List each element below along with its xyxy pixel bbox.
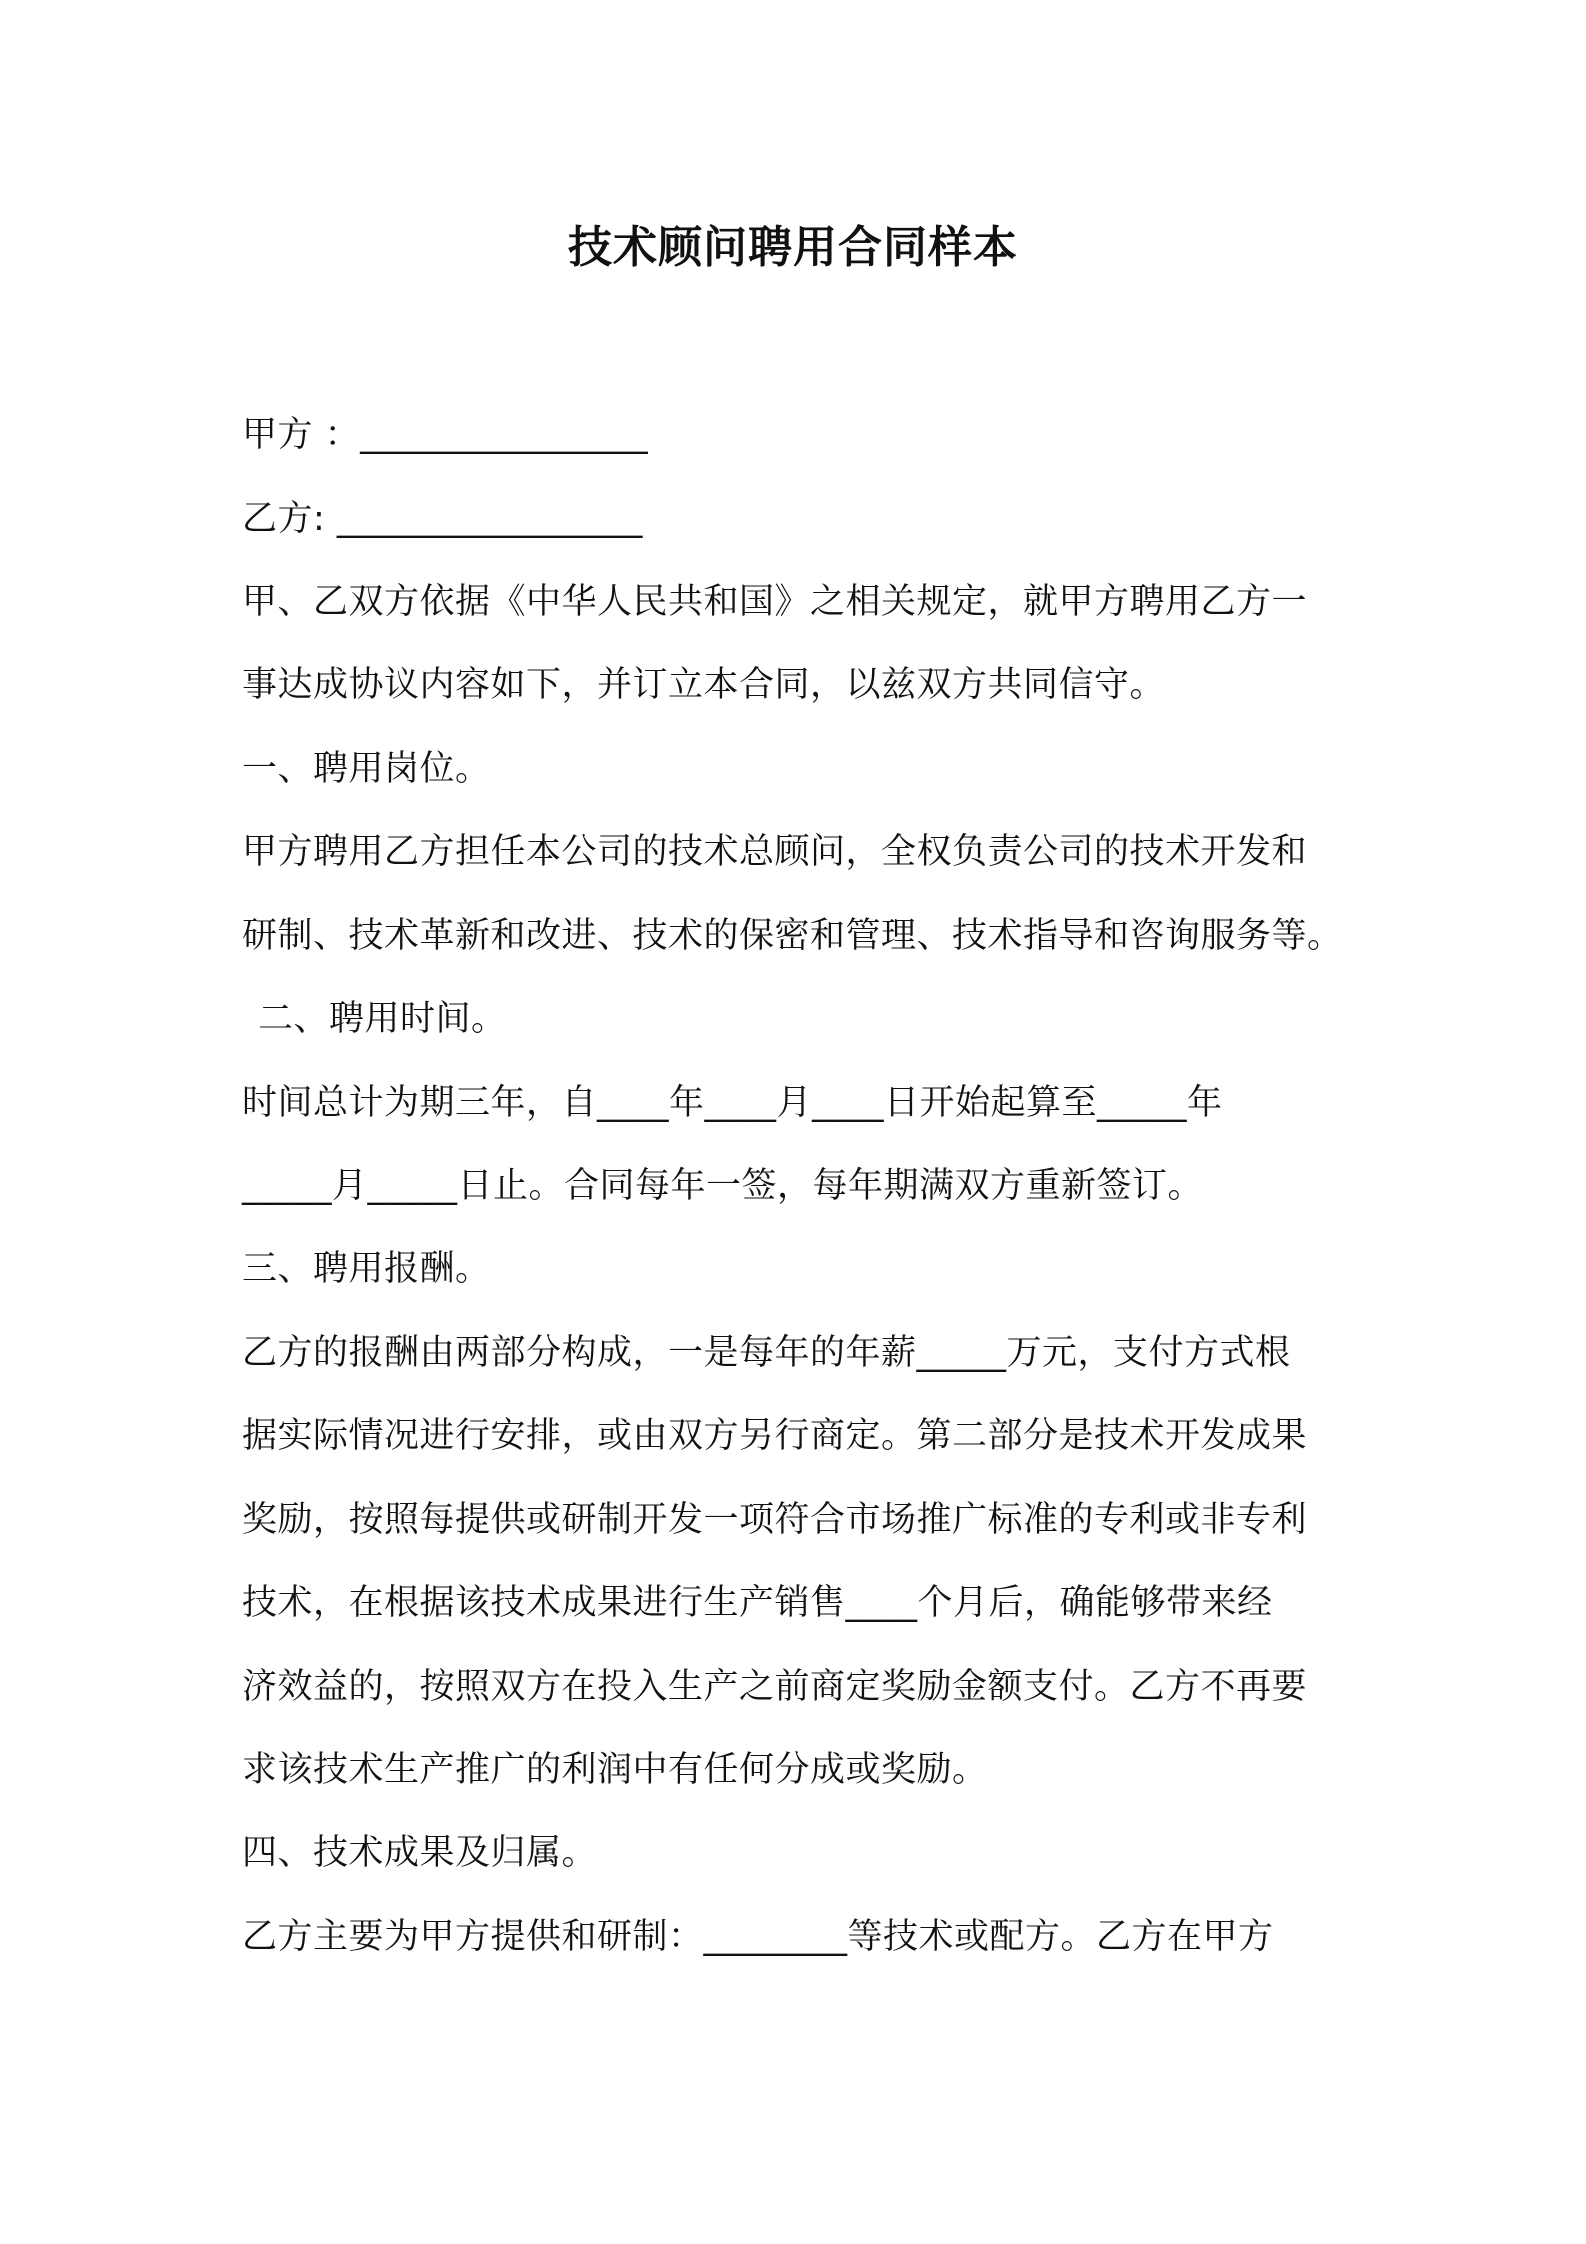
document-title: 技术顾问聘用合同样本 <box>568 222 1018 273</box>
party-a-line: 甲方 ：________________ <box>242 415 649 455</box>
section-3-line-5: 济效益的，按照双方在投入生产之前商定奖励金额支付。乙方不再要 <box>242 1667 1308 1707</box>
preamble-line-2: 事达成协议内容如下，并订立本合同，以兹双方共同信守。 <box>242 665 1166 705</box>
section-3-heading: 三、聘用报酬。 <box>242 1249 491 1289</box>
section-3-line-4: 技术，在根据该技术成果进行生产销售____个月后，确能够带来经 <box>242 1583 1273 1623</box>
preamble-line-1: 甲、乙双方依据《中华人民共和国》之相关规定，就甲方聘用乙方一 <box>242 582 1308 622</box>
section-3-line-6: 求该技术生产推广的利润中有任何分成或奖励。 <box>242 1750 988 1790</box>
section-1-line-2: 研制、技术革新和改进、技术的保密和管理、技术指导和咨询服务等。 <box>242 916 1343 956</box>
section-3-line-2: 据实际情况进行安排，或由双方另行商定。第二部分是技术开发成果 <box>242 1416 1308 1456</box>
section-3-line-3: 奖励，按照每提供或研制开发一项符合市场推广标准的专利或非专利 <box>242 1500 1308 1540</box>
section-2-heading: 二、聘用时间。 <box>258 999 507 1039</box>
section-2-line-2: _____月_____日止。合同每年一签，每年期满双方重新签订。 <box>242 1166 1204 1206</box>
section-4-line-1: 乙方主要为甲方提供和研制：________等技术或配方。乙方在甲方 <box>242 1917 1274 1957</box>
section-4-heading: 四、技术成果及归属。 <box>242 1833 598 1873</box>
section-2-line-1: 时间总计为期三年，自____年____月____日开始起算至_____年 <box>242 1083 1223 1123</box>
section-1-heading: 一、聘用岗位。 <box>242 749 491 789</box>
section-3-line-1: 乙方的报酬由两部分构成，一是每年的年薪_____万元，支付方式根 <box>242 1333 1291 1373</box>
party-b-line: 乙方: _________________ <box>242 499 643 539</box>
section-1-line-1: 甲方聘用乙方担任本公司的技术总顾问，全权负责公司的技术开发和 <box>242 832 1308 872</box>
